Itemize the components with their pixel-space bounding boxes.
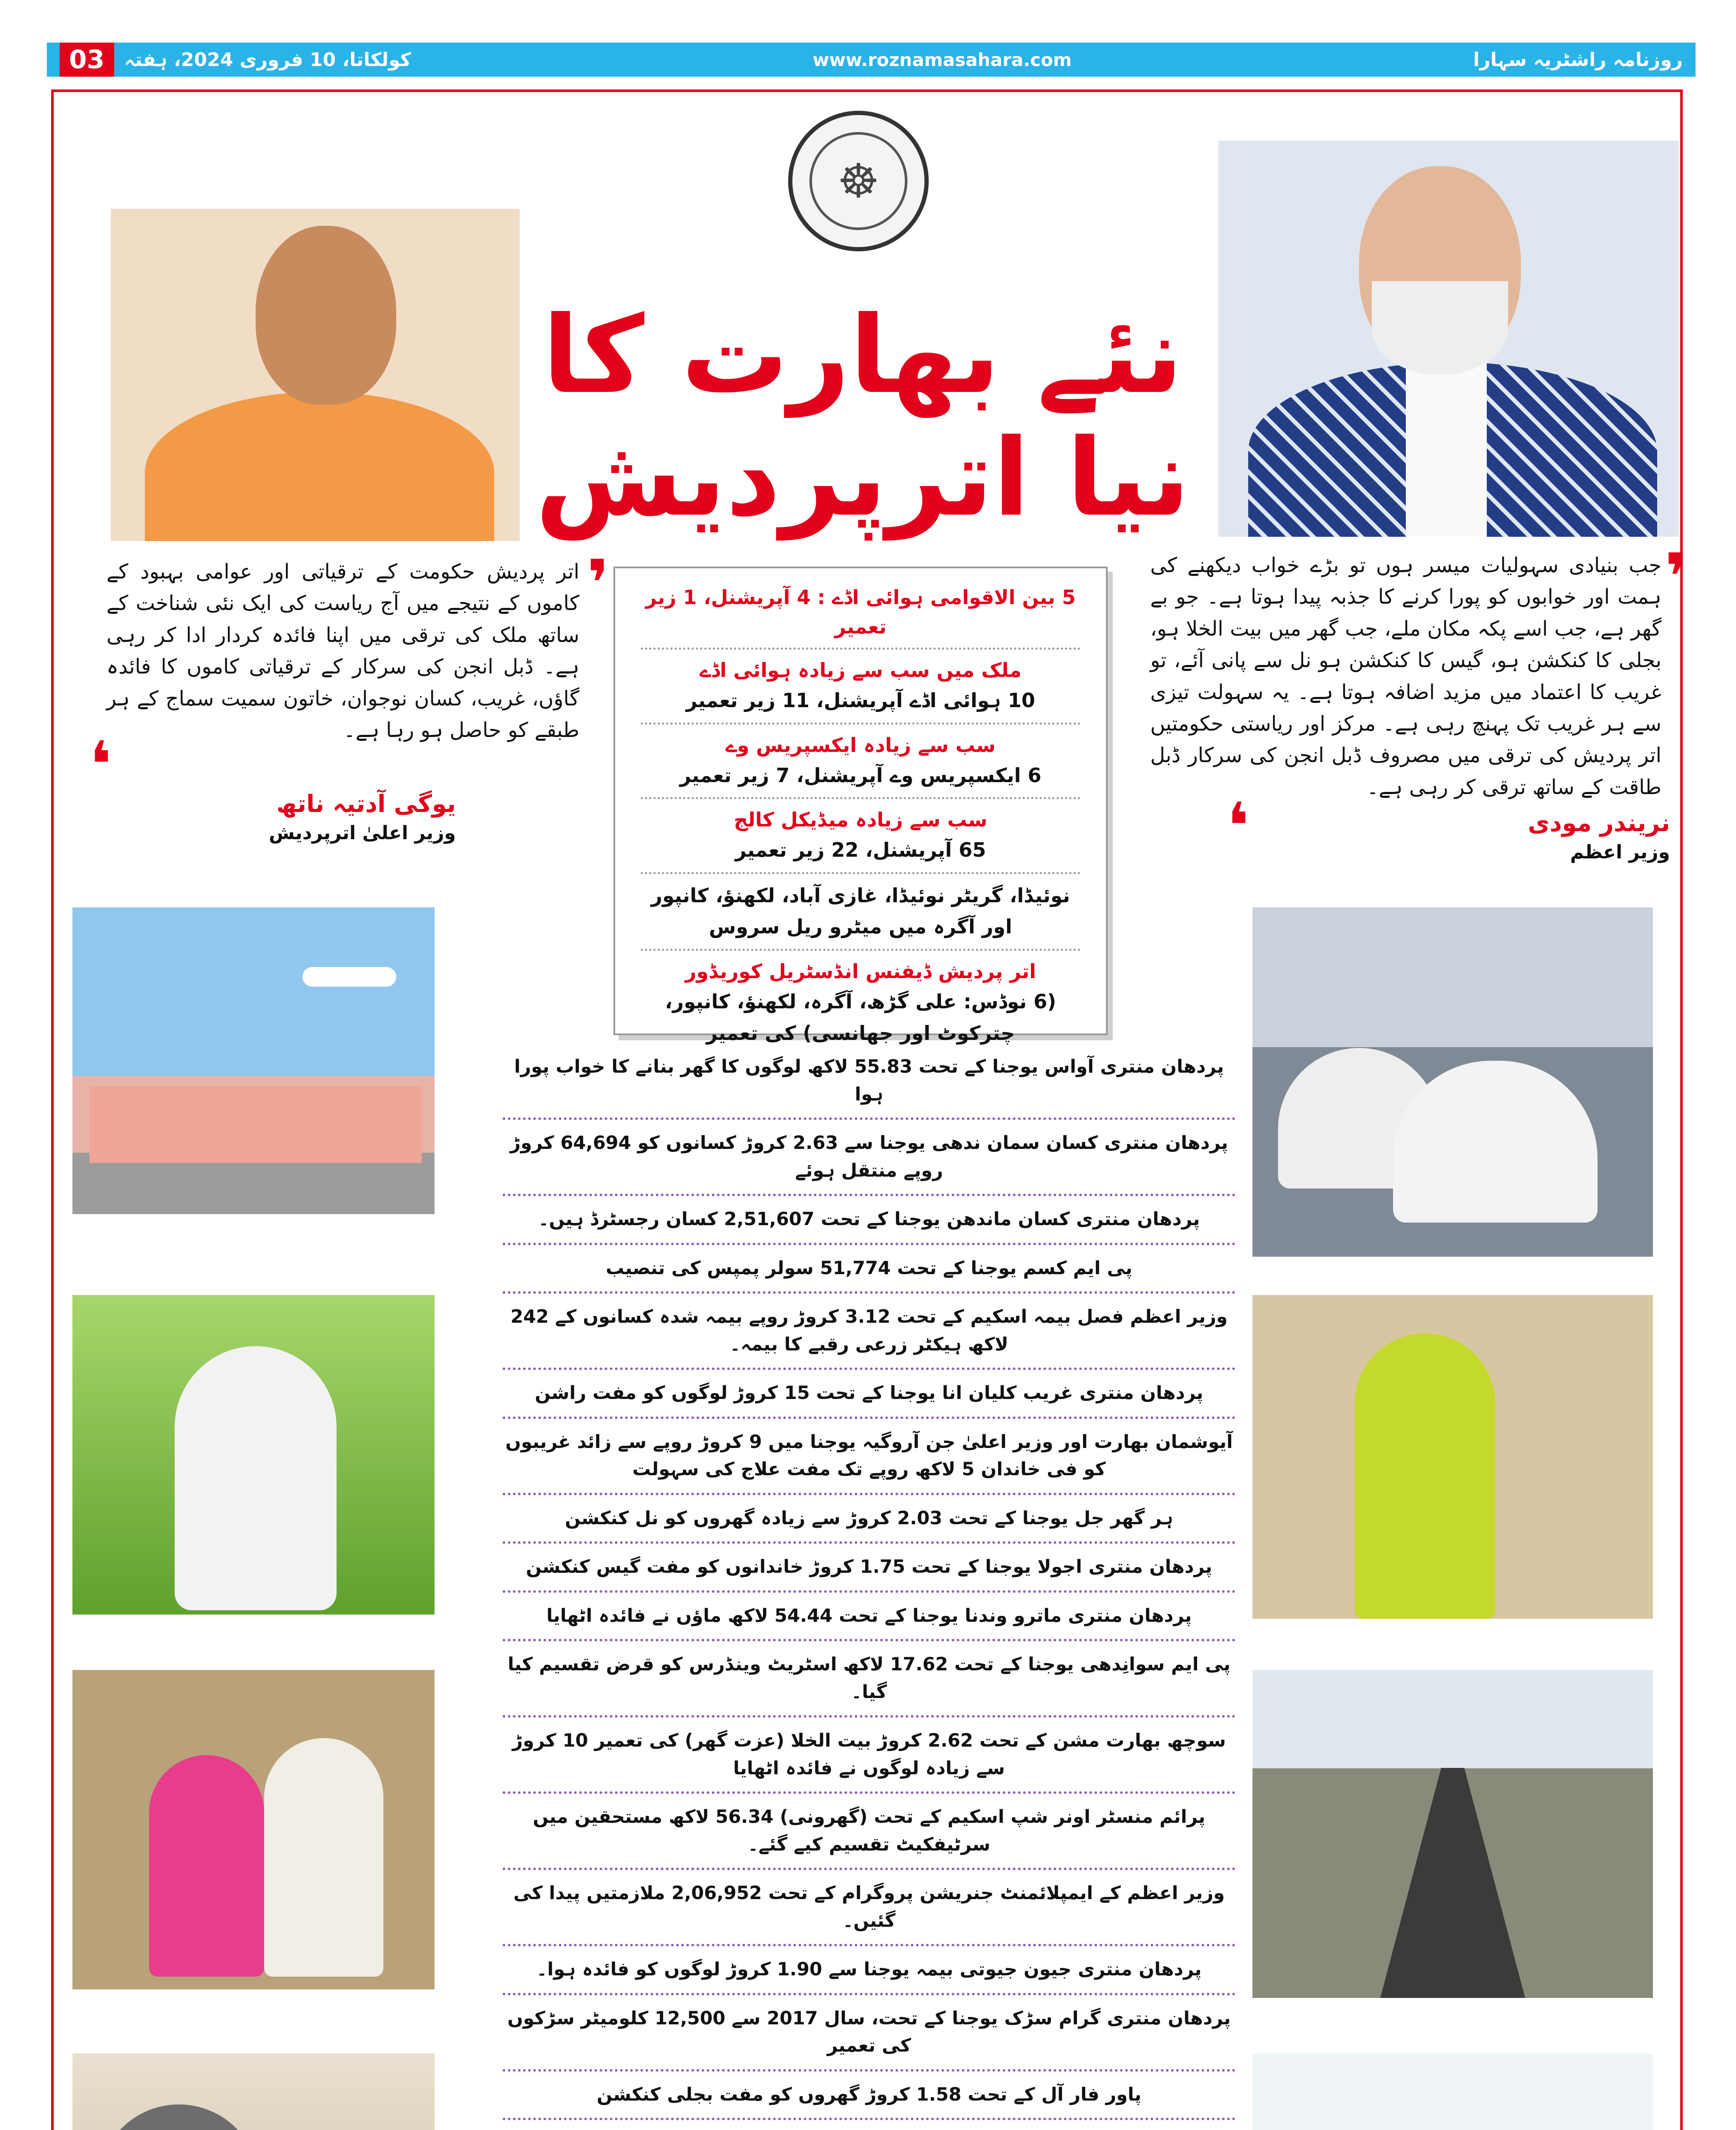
yogi-quote-text: اتر پردیش حکومت کے ترقیاتی اور عوامی بہبود کے کاموں کے نتیجے میں آج ریاست کی ایک نئی شناخت کے ساتھ ملک کی ترقی میں اپنا فائدہ کردار ادا کر رہی ہے۔ ڈبل انجن کی سرکار کے ترقیاتی کاموں کا فائدہ گاؤں، غریب، کسان نوجوان، خاتون سمیت سماج کے ہر طبقے کو حاصل ہو رہا ہے۔ [107,560,579,742]
highlight-body: 65 آپریشنل، 22 زیر تعمیر [735,838,986,862]
list-item: پردھان منتری آواس یوجنا کے تحت 55.83 لاکھ لوگوں کا گھر بنانے کا خواب پورا ہوا [503,1044,1235,1120]
achievements-list [503,1044,1235,2130]
modi-post: وزیر اعظم [1570,841,1670,863]
list-item: پردھان منتری جیون جیوتی بیمہ یوجنا سے 1.90 کروڑ لوگوں کو فائدہ ہوا۔ [503,1946,1235,1995]
highlight-body: 10 ہوائی اڈے آپریشنل، 11 زیر تعمیر [686,689,1035,712]
list-item: پردھان منتری ماترو وندنا یوجنا کے تحت 54.44 لاکھ ماؤں نے فائدہ اٹھایا [503,1593,1235,1642]
farmer-photo [72,1295,435,1615]
page-header [47,43,1696,77]
list-item: وزیر اعظم فصل بیمہ اسکیم کے تحت 3.12 کروڑ روپے بیمہ شدہ کسانوں کے 242 لاکھ ہیکٹر زرعی رقبے کا بیمہ۔ [503,1294,1235,1370]
amrit-sarovar-gate-photo [1252,2053,1653,2130]
highlight-heading: اتر پردیش ڈیفنس انڈسٹریل کوریڈور [685,959,1036,983]
list-item: سوچھ بھارت مشن کے تحت 2.62 کروڑ بیت الخلا (عزت گھر) کی تعمیر 10 کروڑ سے زیادہ لوگوں نے فائدہ اٹھایا [503,1718,1235,1794]
yogi-post: وزیر اعلیٰ اترپردیش [269,822,456,844]
airport-photo [72,907,435,1214]
highlight-heading: ملک میں سب سے زیادہ ہوائی اڈے [700,659,1022,682]
shirt-shape [1406,362,1487,537]
highlight-heading: 5 بین الاقوامی ہوائی اڈے : 4 آپریشنل، 1 زیر تعمیر [645,586,1076,638]
quote-open-icon: ❜ [587,547,609,621]
yogi-quote [89,547,609,803]
modi-quote-text: جب بنیادی سہولیات میسر ہوں تو بڑے خواب دیکھنے کی ہمت اور خوابوں کو پورا کرنے کا جذبہ پیدا ہوتا ہے۔ جو بے گھر ہے، جب اسے پکہ مکان ملے، جب گھر میں بیت الخلا ہو، بجلی کا کنکشن ہو، گیس کا کنکشن ہو نل سے پانی آئے، تو غریب کا اعتماد میں مزید اضافہ ہوتا ہے۔ یہ سہولت تیزی سے ہر غریب تک پہنچ رہی ہے۔ مرکز اور ریاستی حکومتیں اتر پردیش کی ترقی میں مصروف ڈبل انجن کی سرکار ڈبل طاقت کے ساتھ ترقی کر رہی ہے۔ [1150,553,1661,799]
list-item: پی ایم کسم یوجنا کے تحت 51,774 سولر پمپس کی تنصیب [503,1245,1235,1294]
list-item: پردھان منتری اجولا یوجنا کے تحت 1.75 کروڑ خاندانوں کو مفت گیس کنکشن [503,1544,1235,1593]
list-item: پردھان منتری کسان سمان ندھی یوجنا سے 2.63 کروڑ کسانوں کو 64,694 کروڑ روپے منتقل ہوئے [503,1120,1235,1196]
header-left [60,43,411,77]
paper-name: روزنامہ راشٹریہ سہارا [1473,49,1683,71]
modi-signature [1491,809,1670,863]
list-item: ہر گھر جل یوجنا کے تحت 2.03 کروڑ سے زیادہ گھروں کو نل کنکشن [503,1495,1235,1544]
airplane-shape [302,967,396,987]
highlight-item [641,799,1080,874]
list-item [503,2120,1235,2130]
website-link[interactable]: www.roznamasahara.com [812,49,1072,70]
housing-couple-photo [72,1670,435,1989]
modi-portrait [1218,141,1678,537]
face-shape [256,226,396,405]
terminal-building-shape [89,1086,422,1163]
yogi-name: یوگی آدتیہ ناتھ [276,790,456,818]
modi-name: نریندر مودی [1528,809,1670,837]
highlight-item [641,874,1080,951]
beard-shape [1372,281,1508,375]
list-item: پاور فار آل کے تحت 1.58 کروڑ گھروں کو مفت بجلی کنکشن [503,2072,1235,2121]
quote-open-icon: ❜ [1664,540,1687,614]
highlight-heading: سب سے زیادہ ایکسپریس وے [725,733,996,757]
list-item: پردھان منتری غریب کلیان انا یوجنا کے تحت 15 کروڑ لوگوں کو مفت راشن [503,1370,1235,1419]
yogi-signature [264,790,456,844]
farmer-figure [175,1346,337,1610]
page-number: 03 [60,43,114,77]
gas-connection-photo [1252,1295,1653,1619]
highlight-heading: سب سے زیادہ میڈیکل کالج [734,808,987,832]
list-item: پردھان منتری کسان ماندھن یوجنا کے تحت 2,51,607 کسان رجسٹرڈ ہیں۔ [503,1196,1235,1245]
highlight-body: نوئیڈا، گریٹر نوئیڈا، غازی آباد، لکھنؤ، کانپور اور آگرہ میں میٹرو ریل سروس [651,884,1070,938]
main-headline [469,294,1257,539]
road-shape [1380,1768,1525,1998]
quote-close-icon: ❛ [89,728,112,803]
highlight-item [641,650,1080,725]
highlight-item [641,725,1080,800]
quote-close-icon: ❛ [1227,789,1249,864]
tap-water-photo [72,2053,435,2130]
list-item: آیوشمان بھارت اور وزیر اعلیٰ جن آروگیہ یوجنا میں 9 کروڑ روپے سے زائد غریبوں کو فی خاندان 5 لاکھ روپے تک مفت علاج کی سہولت [503,1419,1235,1495]
yogi-portrait [111,209,520,541]
dateline: کولکاتا، 10 فروری 2024، ہفتہ [124,49,412,71]
list-item: پرائم منسٹر اونر شپ اسکیم کے تحت (گھرونی) 56.34 لاکھ مستحقین میں سرٹیفکیٹ تقسیم کیے گئے۔ [503,1794,1235,1870]
expressway-photo [1252,1670,1653,1998]
state-emblem-icon [788,111,929,251]
emblem-inner: ☸ [809,132,907,230]
rapid-rail-photo [1252,907,1653,1257]
woman-figure [1355,1333,1495,1619]
man-figure [98,2104,260,2130]
headline-line-1: نئے بھارت کا [542,293,1183,417]
highlights-box [613,567,1108,1045]
robe-shape [145,392,494,541]
list-item: وزیر اعظم کے ایمپلائمنٹ جنریشن پروگرام کے تحت 2,06,952 ملازمتیں پیدا کی گئیں۔ [503,1870,1235,1946]
headline-line-2: نیا اترپردیش [535,415,1190,540]
highlight-body: 6 ایکسپریس وے آپریشنل، 7 زیر تعمیر [679,763,1042,787]
highlight-item [641,577,1080,650]
highlight-item [641,951,1080,1055]
highlight-body: (6 نوڈس: علی گڑھ، آگرہ، لکھنؤ، کانپور، چترکوٹ اور جھانسی) کی تعمیر [665,990,1057,1045]
list-item: پی ایم سوانِدھی یوجنا کے تحت 17.62 لاکھ اسٹریٹ وینڈرس کو قرض تقسیم کیا گیا۔ [503,1641,1235,1718]
woman-figure [149,1755,264,1977]
man-figure [264,1738,383,1977]
list-item: پردھان منتری گرام سڑک یوجنا کے تحت، سال 2017 سے 12,500 کلومیٹر سڑکوں کی تعمیر [503,1995,1235,2072]
